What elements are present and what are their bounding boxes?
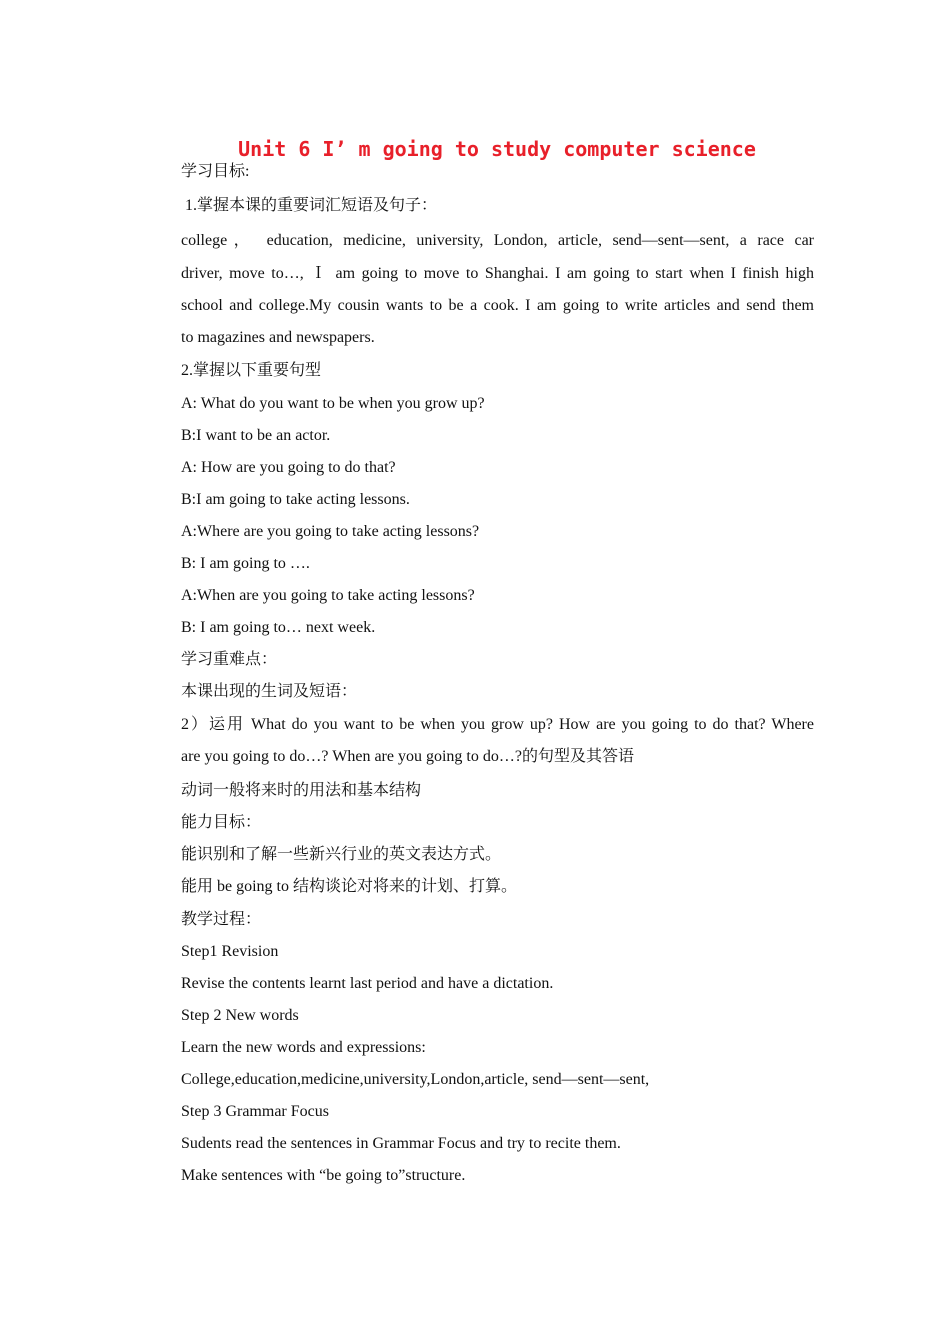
text-line: College,education,medicine,university,London,article, send—sent—sent, — [181, 1071, 650, 1088]
text-line: Step 2 New words — [181, 1007, 299, 1024]
text-line: are you going to do…? When are you going to do…?的句型及其答语 — [181, 748, 634, 765]
text-line: B:I am going to take acting lessons. — [181, 491, 410, 508]
text-line: Learn the new words and expressions: — [181, 1039, 426, 1056]
document-title: Unit 6 I’ m going to study computer science — [238, 137, 756, 161]
section-heading-ability: 能力目标： — [181, 814, 262, 831]
text-line: Sudents read the sentences in Grammar Focus and try to recite them. — [181, 1135, 621, 1152]
text-line: to magazines and newspapers. — [181, 329, 375, 346]
text-line: 能用 be going to 结构谈论对将来的计划、打算。 — [181, 878, 517, 895]
text-line: 2.掌握以下重要句型 — [181, 362, 322, 379]
text-line: 2）运用 What do you want to be when you grow up? How are you going to do that? Where — [181, 716, 814, 733]
text-line: Step 3 Grammar Focus — [181, 1103, 329, 1120]
text-line: college， education, medicine, university, London, article, send—sent—sent, a race car — [181, 232, 814, 249]
text-line: A:When are you going to take acting lessons? — [181, 587, 475, 604]
text-line: Make sentences with “be going to”structure. — [181, 1167, 466, 1184]
text-line: A: What do you want to be when you grow up? — [181, 395, 485, 412]
text-line: Revise the contents learnt last period and have a dictation. — [181, 975, 554, 992]
text-line: Step1 Revision — [181, 943, 279, 960]
text-line: driver, move to…, Ｉ am going to move to Shanghai. I am going to start when I finish high — [181, 265, 814, 282]
text-line: 1.掌握本课的重要词汇短语及句子： — [185, 197, 438, 214]
text-line: 动词一般将来时的用法和基本结构 — [181, 782, 422, 799]
text-line: 能识别和了解一些新兴行业的英文表达方式。 — [181, 846, 502, 863]
text-line: school and college.My cousin wants to be a cook. I am going to write articles and send them — [181, 297, 814, 314]
section-heading-objectives: 学习目标: — [181, 163, 250, 180]
text-line: B: I am going to… next week. — [181, 619, 376, 636]
text-line: B:I want to be an actor. — [181, 427, 331, 444]
section-heading-process: 教学过程： — [181, 911, 262, 928]
text-line: 本课出现的生词及短语： — [181, 683, 358, 700]
text-line: B: I am going to …. — [181, 555, 310, 572]
section-heading-key-points: 学习重难点： — [181, 651, 278, 668]
text-line: A: How are you going to do that? — [181, 459, 396, 476]
text-line: A:Where are you going to take acting lessons? — [181, 523, 480, 540]
